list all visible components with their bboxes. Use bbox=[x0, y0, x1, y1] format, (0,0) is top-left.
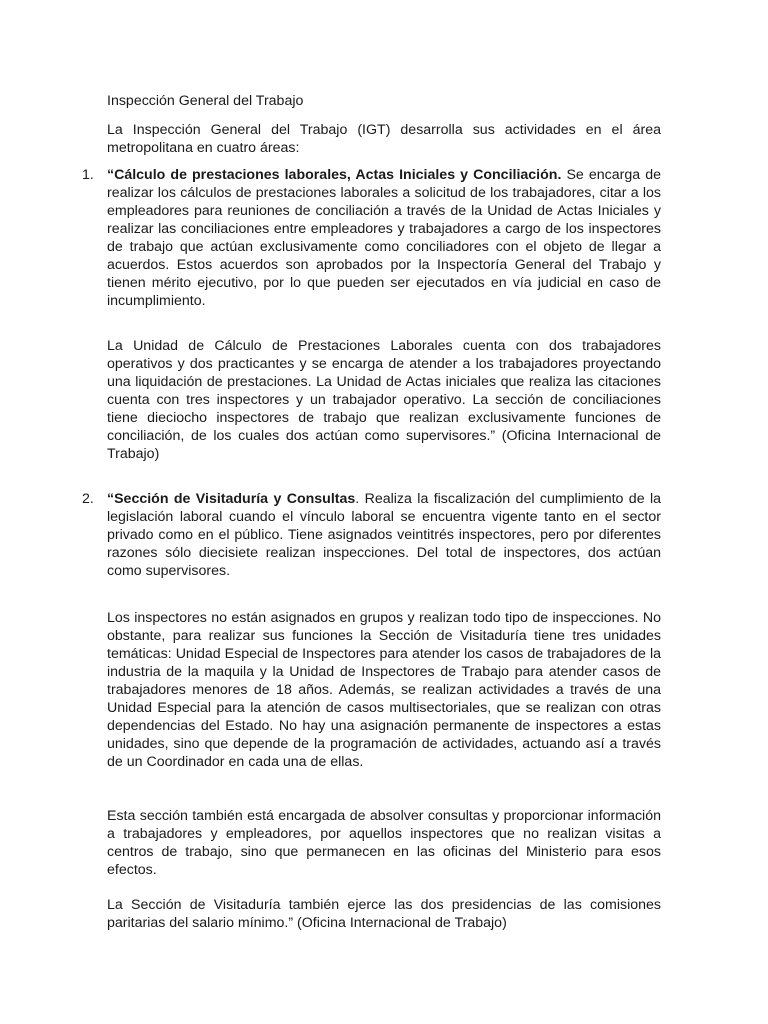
list-number-1: 1. bbox=[82, 167, 94, 183]
item-1-paragraph-1: La Unidad de Cálculo de Prestaciones Laborales cuenta con dos trabajadores operativos y dos practicantes y se encarga de atender a los trabajadores proyectando una liquidación de prestaciones. La Unidad de Actas iniciales que realiza las citaciones cuenta con tres inspectores y un trabajador operativo. La sección de conciliaciones tiene dieciocho inspectores de trabajo que realizan exclusivamente funciones de conciliación, de los cuales dos actúan como supervisores.” (Oficina Internacional de Trabajo) bbox=[107, 338, 661, 462]
list-number-2: 2. bbox=[82, 491, 94, 507]
list-item-2 bbox=[107, 490, 661, 580]
list-item-2-text: . Realiza la fiscalización del cumplimiento de la legislación laboral cuando el vínculo laboral se encuentra vigente tanto en el sector privado como en el público. Tiene asignados veintitrés inspectores, pero por diferentes razones sólo diecisiete realizan inspecciones. Del total de inspectores, dos actúan como supervisores. bbox=[107, 491, 661, 579]
item-2-paragraph-3: La Sección de Visitaduría también ejerce las dos presidencias de las comisiones paritarias del salario mínimo.” (Oficina Internacional de Trabajo) bbox=[107, 897, 661, 931]
intro-paragraph: La Inspección General del Trabajo (IGT) desarrolla sus actividades en el área metropolitana en cuatro áreas: bbox=[107, 122, 661, 156]
item-2-paragraph-1: Los inspectores no están asignados en grupos y realizan todo tipo de inspecciones. No obstante, para realizar sus funciones la Sección de Visitaduría tiene tres unidades temáticas: Unidad Especial de Inspectores para atender los casos de trabajadores de la industria de la maquila y la Unidad de Inspectores de Trabajo para atender casos de trabajadores menores de 18 años. Además, se realizan actividades a través de una Unidad Especial para la atención de casos multisectoriales, que se realizan con otras dependencias del Estado. No hay una asignación permanente de inspectores a estas unidades, sino que depende de la programación de actividades, actuando así a través de un Coordinador en cada una de ellas. bbox=[107, 610, 661, 770]
list-item-1 bbox=[107, 166, 661, 310]
list-item-1-text: Se encarga de realizar los cálculos de prestaciones laborales a solicitud de los trabajadores, citar a los empleadores para reuniones de conciliación a través de la Unidad de Actas Iniciales y realizar las conciliaciones entre empleadores y trabajadores a cargo de los inspectores de trabajo que actúan exclusivamente como conciliadores con el objeto de llegar a acuerdos. Estos acuerdos son aprobados por la Inspectoría General del Trabajo y tienen mérito ejecutivo, por lo que pueden ser ejecutados en vía judicial en caso de incumplimiento. bbox=[107, 167, 662, 309]
list-item-2-title: “Sección de Visitaduría y Consultas bbox=[107, 491, 356, 507]
document-heading: Inspección General del Trabajo bbox=[107, 93, 304, 109]
list-item-1-title: “Cálculo de prestaciones laborales, Actas Iniciales y Conciliación. bbox=[107, 167, 562, 183]
item-2-paragraph-2: Esta sección también está encargada de absolver consultas y proporcionar información a trabajadores y empleadores, por aquellos inspectores que no realizan visitas a centros de trabajo, sino que permanecen en las oficinas del Ministerio para esos efectos. bbox=[107, 808, 661, 878]
